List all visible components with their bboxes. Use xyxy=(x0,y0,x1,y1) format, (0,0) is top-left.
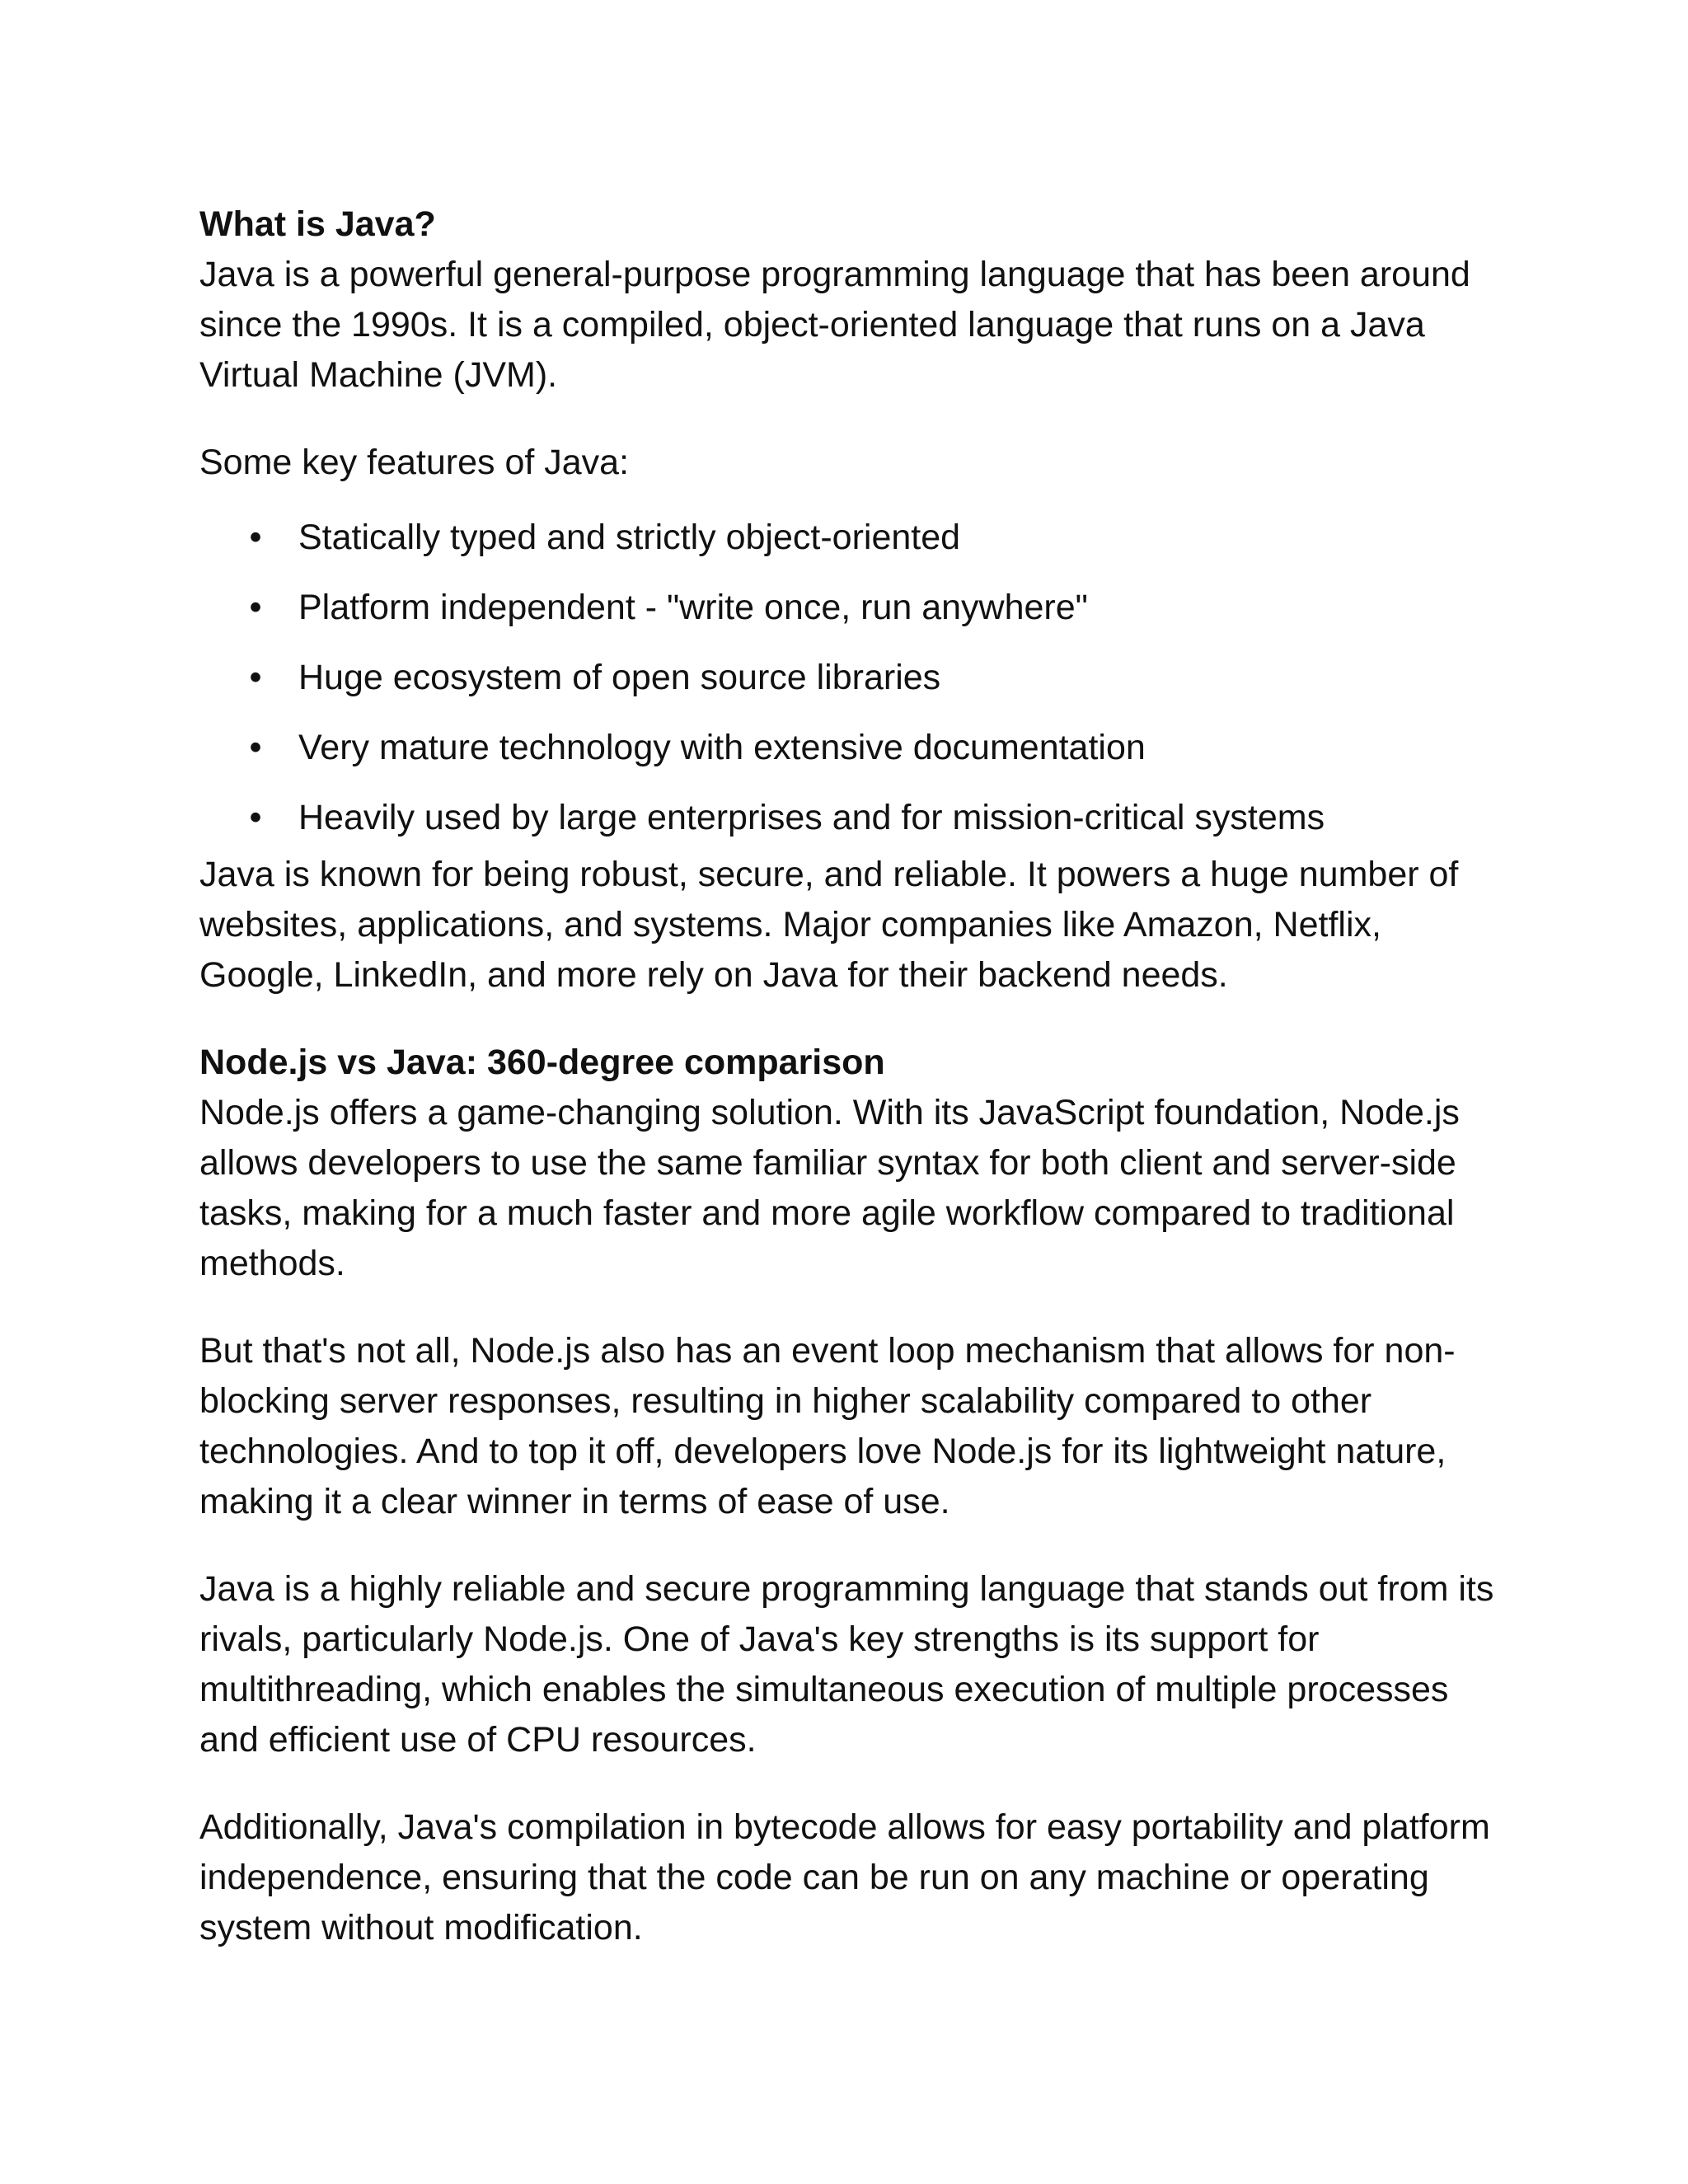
comparison-paragraph-4: Additionally, Java's compilation in bytecode allows for easy portability and platform independence, ensuring that the code can be run on any machine or operating system without modification. xyxy=(199,1807,1490,1947)
bullet-icon: • xyxy=(249,728,262,767)
list-item xyxy=(199,793,1502,843)
list-item-text: Statically typed and strictly object-oriented xyxy=(298,518,961,557)
list-item-text: Very mature technology with extensive documentation xyxy=(298,728,1146,767)
heading-nodejs-vs-java: Node.js vs Java: 360-degree comparison xyxy=(199,1043,885,1082)
bullet-icon: • xyxy=(249,798,262,837)
list-item xyxy=(199,723,1502,773)
list-item xyxy=(199,653,1502,703)
comparison-paragraph-1: Node.js offers a game-changing solution. With its JavaScript foundation, Node.js allows developers to use the same familiar syntax for both client and server-side tasks, making for a much faster and more agile workflow compared to traditional methods. xyxy=(199,1093,1460,1283)
bullet-icon: • xyxy=(249,658,262,697)
heading-what-is-java: What is Java? xyxy=(199,204,436,244)
list-item xyxy=(199,513,1502,563)
bullet-icon: • xyxy=(249,518,262,557)
java-features-list xyxy=(199,513,1502,843)
list-item xyxy=(199,583,1502,633)
list-item-text: Platform independent - "write once, run anywhere" xyxy=(298,588,1088,627)
list-item-text: Heavily used by large enterprises and for mission-critical systems xyxy=(298,798,1325,837)
java-outro-paragraph: Java is known for being robust, secure, and reliable. It powers a huge number of websites, applications, and systems. Major companies like Amazon, Netflix, Google, LinkedIn, and more rely on Java for their backend needs. xyxy=(199,855,1459,995)
comparison-paragraph-3: Java is a highly reliable and secure programming language that stands out from its rivals, particularly Node.js. One of Java's key strengths is its support for multithreading, which enables the simultaneous execution of multiple processes and efficient use of CPU resources. xyxy=(199,1569,1494,1760)
document-page xyxy=(199,199,1502,1990)
bullet-icon: • xyxy=(249,588,262,627)
java-intro-paragraph: Java is a powerful general-purpose programming language that has been around since the 1990s. It is a compiled, object-oriented language that runs on a Java Virtual Machine (JVM). xyxy=(199,255,1470,395)
features-lead-paragraph: Some key features of Java: xyxy=(199,443,630,482)
list-item-text: Huge ecosystem of open source libraries xyxy=(298,658,941,697)
comparison-paragraph-2: But that's not all, Node.js also has an event loop mechanism that allows for non-blocking server responses, resulting in higher scalability compared to other technologies. And to top it off, developers love Node.js for its lightweight nature, making it a clear winner in terms of ease of use. xyxy=(199,1331,1456,1521)
